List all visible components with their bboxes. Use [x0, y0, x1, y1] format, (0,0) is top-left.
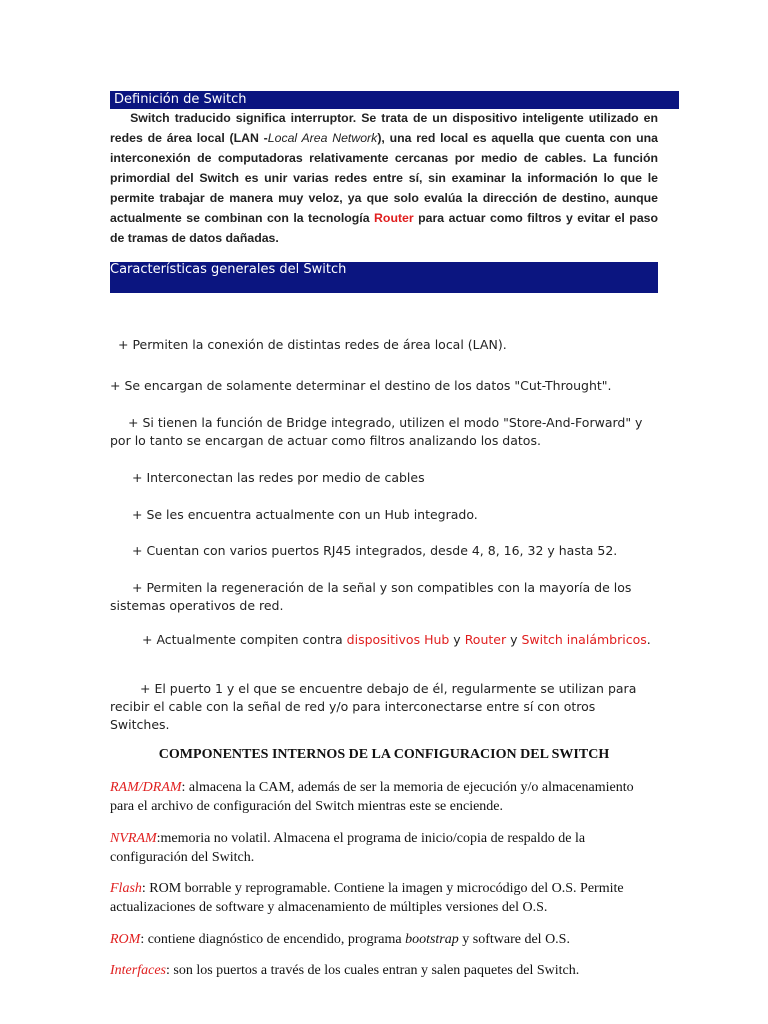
- component-term: Interfaces: [110, 963, 166, 978]
- component-item: [110, 879, 658, 917]
- item8-suffix: .: [646, 632, 651, 647]
- feature-item: + Se encargan de solamente determinar el destino de los datos "Cut-Throught".: [110, 378, 612, 393]
- link-dispositivos-hub[interactable]: dispositivos Hub: [346, 632, 450, 647]
- item8-sep: y: [506, 632, 522, 647]
- feature-item: + Interconectan las redes por medio de cables: [132, 470, 425, 485]
- component-item: [110, 778, 658, 816]
- components-heading: COMPONENTES INTERNOS DE LA CONFIGURACION DEL SWITCH: [158, 747, 610, 762]
- feature-item: + Se les encuentra actualmente con un Hub integrado.: [132, 507, 478, 522]
- feature-item: [110, 631, 658, 649]
- component-item: [110, 829, 658, 867]
- def-text-3: para actuar como filtros y evitar el paso de tramas de datos dañadas.: [110, 211, 659, 245]
- component-italic: bootstrap: [405, 932, 459, 947]
- component-term: Flash: [110, 881, 142, 896]
- component-term: RAM/DRAM: [110, 780, 182, 795]
- component-term: ROM: [110, 932, 141, 947]
- component-term: NVRAM: [110, 831, 157, 846]
- def-lan-italic: Local Area Network: [267, 131, 378, 145]
- component-desc-2: y software del O.S.: [458, 932, 570, 947]
- component-desc: : ROM borrable y reprogramable. Contiene la imagen y microcódigo del O.S. Permite actualizaciones de software y almacenamiento de múltiples versiones del O.S.: [110, 881, 624, 915]
- def-text-1: Switch traducido significa interruptor. Se trata de un dispositivo inteligente utilizado en redes de área local (LAN -: [110, 111, 658, 145]
- definition-paragraph: [110, 108, 658, 248]
- component-desc: : contiene diagnóstico de encendido, programa: [140, 932, 406, 947]
- feature-item: + Permiten la conexión de distintas redes de área local (LAN).: [118, 337, 507, 352]
- component-item: [110, 961, 658, 980]
- feature-item: + El puerto 1 y el que se encuentre debajo de él, regularmente se utilizan para recibir el cable con la señal de red y/o para interconectarse entre sí con otros Switches.: [110, 681, 637, 732]
- characteristics-heading: Características generales del Switch: [110, 262, 658, 293]
- definition-heading: Definición de Switch: [110, 91, 679, 109]
- link-switch-inalambricos[interactable]: Switch inalámbricos: [521, 632, 647, 647]
- component-desc: : almacena la CAM, además de ser la memoria de ejecución y/o almacenamiento para el archivo de configuración del Switch mientras este se enciende.: [110, 780, 634, 814]
- router-link[interactable]: Router: [374, 211, 414, 225]
- item8-prefix: + Actualmente compiten contra: [142, 632, 347, 647]
- def-text-2: ), una red local es aquella que cuenta con una interconexión de computadoras relativamente cercanas por medio de cables. La función primordial del Switch es unir varias redes entre sí, sin examinar la información lo que le permite trabajar de manera muy veloz, ya que solo evalúa la dirección de destino, aunque actualmente se combinan con la tecnología: [110, 131, 658, 225]
- feature-item: + Permiten la regeneración de la señal y son compatibles con la mayoría de los sistemas operativos de red.: [110, 580, 632, 613]
- component-desc: : son los puertos a través de los cuales entran y salen paquetes del Switch.: [165, 963, 580, 978]
- item8-sep: y: [449, 632, 465, 647]
- component-item: [110, 930, 658, 949]
- feature-item: + Cuentan con varios puertos RJ45 integrados, desde 4, 8, 16, 32 y hasta 52.: [132, 543, 618, 558]
- link-router[interactable]: Router: [464, 632, 507, 647]
- feature-item: + Si tienen la función de Bridge integrado, utilizen el modo "Store-And-Forward" y por lo tanto se encargan de actuar como filtros analizando los datos.: [110, 415, 643, 448]
- component-desc: :memoria no volatil. Almacena el programa de inicio/copia de respaldo de la configuración del Switch.: [110, 831, 586, 865]
